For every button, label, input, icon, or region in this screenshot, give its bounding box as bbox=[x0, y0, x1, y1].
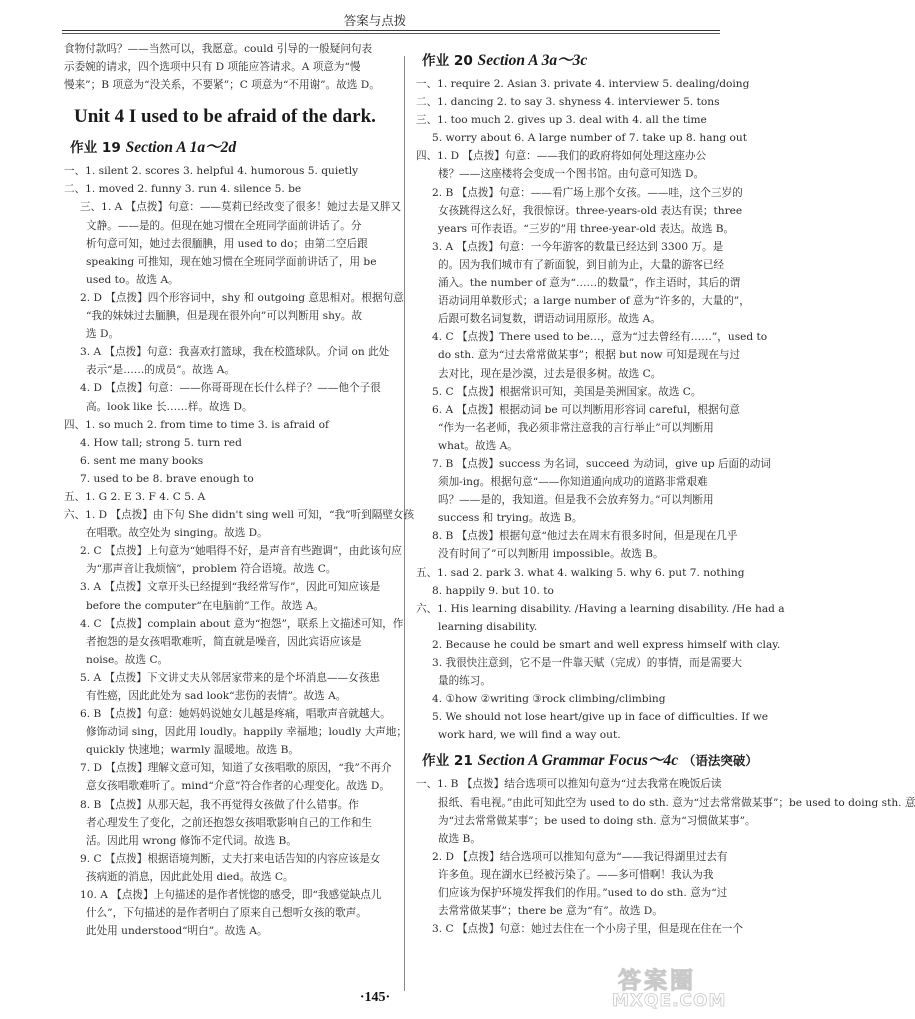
answer-line: before the computer“在电脑前”工作。故选 A。 bbox=[86, 599, 325, 612]
answer-line: 4. C 【点拨】complain about 意为“抱怨”，联系上文描述可知，作 bbox=[80, 617, 404, 630]
answer-line: 吗？——是的，我知道。但是我不会放弃努力。”可以判断用 bbox=[438, 494, 714, 507]
section-title: Section A 3a～3c bbox=[477, 52, 588, 69]
answer-list-hw21 bbox=[416, 775, 915, 938]
answer-line: 活。因此用 wrong 修饰不定代词。故选 B。 bbox=[86, 834, 297, 847]
answer-line: 二、1. dancing 2. to say 3. shyness 4. interviewer 5. tons bbox=[416, 96, 720, 109]
answer-line: what。故选 A。 bbox=[438, 439, 518, 452]
answer-line: 8. B 【点拨】从那天起，我不再觉得女孩做了什么错事。作 bbox=[80, 798, 359, 811]
answer-line: 五、1. G 2. E 3. F 4. C 5. A bbox=[64, 490, 206, 503]
answer-line: 5. worry about 6. A large number of 7. take up 8. hang out bbox=[432, 132, 747, 145]
answer-line: 语动词用单数形式；a large number of 意为“许多的，大量的”， bbox=[438, 295, 750, 308]
answer-line: 示委婉的请求，四个选项中只有 D 项能应答请求。A 项意为“慢 bbox=[64, 61, 361, 74]
section-title: Section A Grammar Focus～4c bbox=[477, 752, 679, 770]
answer-line: 量的练习。 bbox=[438, 675, 491, 688]
answer-line: 6. B 【点拨】句意：她妈妈说她女儿越是疼痛，唱歌声音就越大。 bbox=[80, 708, 391, 721]
answer-line: do sth. 意为“过去常常做某事”；根据 but now 可知是现在与过 bbox=[438, 349, 741, 362]
answer-line: 8. happily 9. but 10. to bbox=[432, 584, 554, 597]
answer-line: 有性癌，因此此处为 sad look“悲伤的表情”。故选 A。 bbox=[86, 690, 347, 702]
answer-line: 5. A 【点拨】下文讲丈夫从邻居家带来的是个坏消息——女孩患 bbox=[80, 671, 380, 684]
answer-line: 2. Because he could be smart and well express himself with clay. bbox=[432, 638, 781, 651]
answer-line: success 和 trying。故选 B。 bbox=[438, 512, 583, 525]
section-label: 作业 bbox=[70, 140, 98, 157]
answer-line: 4. D 【点拨】句意：——你哥哥现在长什么样子？——他个子很 bbox=[80, 382, 381, 395]
answer-line: 此处用 understood“明白”。故选 A。 bbox=[86, 925, 268, 938]
answer-line: 涌入。the number of 意为“……的数量”，作主语时，其后的谓 bbox=[438, 277, 741, 290]
watermark-url: MXQE.COM bbox=[612, 991, 727, 1011]
answer-line: “作为一名老师，我必须非常注意我的言行举止”可以判断用 bbox=[438, 421, 714, 434]
answer-line: 4. ①how ②writing ③rock climbing/climbing bbox=[432, 693, 666, 706]
answer-line: 6. sent me many books bbox=[80, 454, 204, 467]
answer-line: 去常常做某事”；there be 意为“有”。故选 D。 bbox=[438, 905, 663, 918]
section-label: 作业 bbox=[422, 753, 450, 770]
answer-line: 表示“是……的成员”。故选 A。 bbox=[86, 364, 235, 377]
section-heading-hw20 bbox=[422, 50, 746, 72]
answer-line: 者抱怨的是女孩唱歌难听，简直就是噪音，因此宾语应该是 bbox=[86, 635, 362, 648]
answer-line: 3. A 【点拨】文章开头已经提到“我经常写作”，因此可知应该是 bbox=[80, 581, 381, 594]
answer-line: 4. C 【点拨】There used to be…，意为“过去曾经有……”，used to bbox=[432, 331, 768, 344]
section-heading-hw19 bbox=[70, 137, 394, 159]
answer-line: 许多鱼。现在湖水已经被污染了。——多可惜啊！我认为我 bbox=[438, 868, 714, 881]
answer-line: 一、1. B 【点拨】结合选项可以推知句意为“过去我常在晚饭后读 bbox=[416, 778, 722, 791]
answer-line: 3. 我很快注意到，它不是一件靠天赋（完成）的事情，而是需要大 bbox=[432, 657, 743, 669]
answer-line: 3. A 【点拨】句意：我喜欢打篮球，我在校篮球队。介词 on 此处 bbox=[80, 346, 390, 359]
answer-line: 报纸、看电视。”由此可知此空为 used to do sth. 意为“过去常常做某事”；be used to doing sth. 意 bbox=[438, 796, 915, 809]
answer-line: 为“那声音让我烦恼”，problem 符合语境。故选 C。 bbox=[86, 563, 337, 576]
section-title: Section A 1a～2d bbox=[125, 139, 237, 157]
answer-line: 四、1. so much 2. from time to time 3. is afraid of bbox=[64, 418, 329, 431]
watermark-logo bbox=[608, 962, 744, 1014]
answer-line: 没有时间了”可以判断用 impossible。故选 B。 bbox=[438, 548, 664, 561]
answer-line: 在唱歌。故空处为 singing。故选 D。 bbox=[86, 527, 268, 540]
answer-line: 三、1. A 【点拨】句意：——莫莉已经改变了很多！她过去是又胖又 bbox=[80, 201, 402, 214]
answer-line: 为“过去常常做某事”；be used to doing sth. 意为“习惯做某事”。 bbox=[438, 814, 756, 827]
answer-line: 什么”，下句描述的是作者明白了原来自己想听女孩的歌声。 bbox=[86, 907, 367, 920]
answer-line: learning disability. bbox=[438, 620, 538, 633]
answer-line: 7. used to be 8. brave enough to bbox=[80, 472, 254, 485]
answer-line: 高。look like 长……样。故选 D。 bbox=[86, 400, 253, 413]
page-number: ·145· bbox=[359, 990, 391, 1005]
answer-line: 们应该为保护环境发挥我们的作用。”used to do sth. 意为“过 bbox=[438, 887, 728, 900]
answer-line: 者心理发生了变化，之前还抱怨女孩唱歌影响自己的工作和生 bbox=[86, 816, 373, 829]
answer-line: 4. How tall; strong 5. turn red bbox=[80, 436, 242, 449]
answer-line: 2. B 【点拨】句意：——看广场上那个女孩。——哇，这个三岁的 bbox=[432, 186, 743, 199]
answer-list-hw20 bbox=[416, 75, 785, 744]
answer-line: 9. C 【点拨】根据语境判断，丈夫打来电话告知的内容应该是女 bbox=[80, 852, 381, 865]
section-heading-hw21 bbox=[422, 750, 758, 772]
answer-line: 去对比，现在是沙漠，过去是很多树。故选 C。 bbox=[438, 367, 662, 380]
answer-line: years 可作表语。“三岁的”用 three-year-old 表达。故选 B。 bbox=[438, 222, 735, 235]
answer-line: 楼？——这座楼将会变成一个图书馆。由句意可知选 D。 bbox=[438, 168, 705, 181]
answer-line: 五、1. sad 2. park 3. what 4. walking 5. why 6. put 7. nothing bbox=[416, 566, 745, 579]
answer-line: “我的妹妹过去腼腆，但是现在很外向”可以判断用 shy。故 bbox=[86, 310, 363, 323]
answer-line: 慢来”；B 项意为“没关系，不要紧”；C 项意为“不用谢”。故选 D。 bbox=[64, 79, 380, 92]
answer-line: 意女孩唱歌难听了。mind“介意”符合作者的心理变化。故选 D。 bbox=[86, 780, 390, 793]
answer-line: 女孩跳得这么好，我很惊讶。three-years-old 表达有误；three bbox=[438, 204, 743, 217]
answer-line: 文静。——是的。但现在她习惯在全班同学面前讲话了。分 bbox=[86, 219, 362, 232]
answer-line: 三、1. too much 2. gives up 3. deal with 4. all the time bbox=[416, 114, 707, 127]
answer-line: 二、1. moved 2. funny 3. run 4. silence 5. be bbox=[64, 183, 302, 196]
header-title: 答案与点拨 bbox=[343, 13, 407, 28]
lead-paragraph bbox=[64, 40, 394, 94]
answer-line: 后跟可数名词复数，谓语动词用原形。故选 A。 bbox=[438, 313, 661, 326]
answer-list-hw19 bbox=[64, 162, 415, 940]
answer-line: 须加-ing。根据句意“——你知道通向成功的道路非常艰难 bbox=[438, 476, 708, 489]
answer-line: 四、1. D 【点拨】句意：——我们的政府将如何处理这座办公 bbox=[416, 150, 707, 163]
section-number: 20 bbox=[453, 53, 473, 69]
answer-line: 一、1. require 2. Asian 3. private 4. interview 5. dealing/doing bbox=[416, 78, 750, 90]
answer-line: 6. A 【点拨】根据动词 be 可以判断用形容词 careful，根据句意 bbox=[432, 403, 740, 416]
answer-line: 的。因为我们城市有了新面貌，到目前为止，大量的游客已经 bbox=[438, 258, 725, 271]
section-note: （语法突破） bbox=[682, 753, 758, 769]
left-column bbox=[64, 40, 415, 940]
answer-line: 析句意可知，她过去很腼腆，用 used to do；由第二空后跟 bbox=[86, 237, 368, 250]
answer-line: 2. D 【点拨】结合选项可以推知句意为“——我记得湖里过去有 bbox=[432, 850, 728, 863]
section-number: 21 bbox=[453, 753, 473, 770]
answer-line: 10. A 【点拨】上句描述的是作者恍惚的感受，即“我感觉缺点儿 bbox=[80, 889, 382, 902]
answer-line: 7. D 【点拨】理解文意可知，知道了女孩唱歌的原因，“我”不再介 bbox=[80, 762, 392, 775]
answer-line: 选 D。 bbox=[86, 328, 120, 341]
answer-line: 食物付款吗？——当然可以，我愿意。could 引导的一般疑问句表 bbox=[64, 43, 373, 55]
answer-line: 2. D 【点拨】四个形容词中，shy 和 outgoing 意思相对。根据句意 bbox=[80, 291, 404, 304]
header-rule-thick bbox=[62, 30, 720, 31]
right-column bbox=[416, 40, 915, 938]
section-number: 19 bbox=[101, 140, 121, 157]
column-divider bbox=[404, 56, 405, 991]
watermark-text: 答案圈 bbox=[618, 968, 696, 994]
answer-line: quickly 快速地；warmly 温暖地。故选 B。 bbox=[86, 744, 300, 757]
section-label: 作业 bbox=[422, 53, 450, 69]
answer-line: 孩病逝的消息，因此此处用 died。故选 C。 bbox=[86, 870, 294, 883]
answer-line: 六、1. D 【点拨】由下句 She didn't sing well 可知，“我”听到隔壁女孩 bbox=[64, 509, 415, 522]
answer-line: work hard, we will find a way out. bbox=[438, 729, 621, 742]
answer-line: speaking 可推知，现在她习惯在全班同学面前讲话了，用 be bbox=[86, 255, 377, 268]
answer-line: 2. C 【点拨】上句意为“她唱得不好，是声音有些跑调”，由此该句应 bbox=[80, 545, 402, 558]
answer-line: 3. C 【点拨】句意：她过去住在一个小房子里，但是现在住在一个 bbox=[432, 923, 743, 936]
answer-line: 一、1. silent 2. scores 3. helpful 4. humorous 5. quietly bbox=[64, 165, 359, 178]
answer-line: 5. We should not lose heart/give up in face of difficulties. If we bbox=[432, 711, 769, 724]
answer-line: 六、1. His learning disability. /Having a learning disability. /He had a bbox=[416, 602, 785, 615]
answer-line: used to。故选 A。 bbox=[86, 273, 179, 286]
answer-line: 5. C 【点拨】根据常识可知，美国是美洲国家。故选 C。 bbox=[432, 385, 702, 398]
answer-line: 故选 B。 bbox=[438, 832, 481, 845]
answer-line: 8. B 【点拨】根据句意“他过去在周末有很多时间，但是现在几乎 bbox=[432, 530, 738, 543]
answer-line: noise。故选 C。 bbox=[86, 653, 169, 666]
header-rule-thin bbox=[62, 33, 720, 34]
answer-line: 3. A 【点拨】句意：一今年游客的数量已经达到 3300 万。是 bbox=[432, 240, 724, 253]
unit-title: Unit 4 I used to be afraid of the dark. bbox=[74, 106, 376, 128]
answer-line: 修饰动词 sing，因此用 loudly。happily 幸福地；loudly 大声地； bbox=[86, 726, 407, 739]
page-header bbox=[0, 0, 750, 34]
answer-line: 7. B 【点拨】success 为名词，succeed 为动词，give up 后面的动词 bbox=[432, 457, 771, 470]
